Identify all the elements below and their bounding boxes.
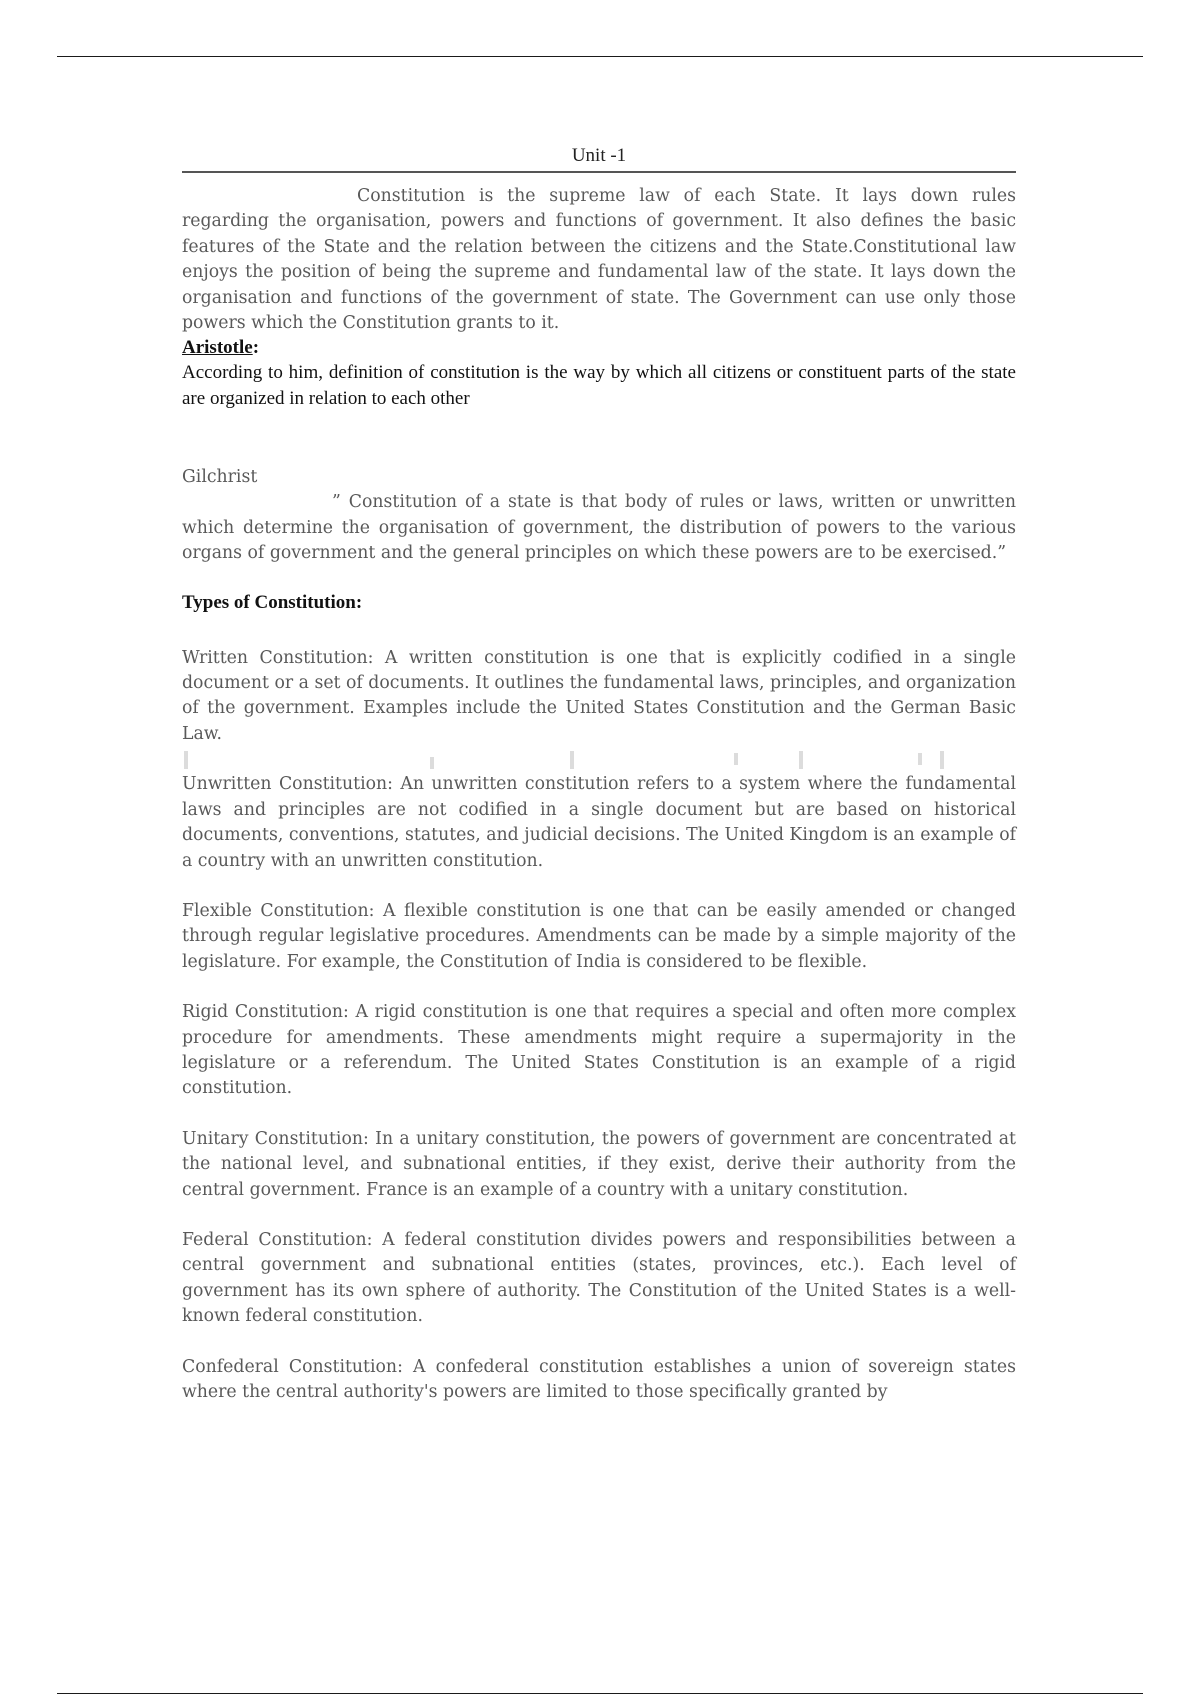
type-unwritten: Unwritten Constitution: An unwritten constitution refers to a system where the fundamental laws and principles are not codified in a single document but are based on historical documents, conventions, statutes, and judicial decisions. The United Kingdom is an example of a country with an unwritten constitution.	[182, 774, 1016, 871]
aristotle-name: Aristotle	[182, 337, 253, 359]
type-confederal: Confederal Constitution: A confederal constitution establishes a union of sovereign states where the central authority's powers are limited to those specifically granted by	[182, 1356, 1016, 1402]
gilchrist-label: Gilchrist	[182, 467, 258, 488]
aristotle-definition: According to him, definition of constitution is the way by which all citizens or constituent parts of the state are organized in relation to each other	[182, 362, 1016, 410]
aristotle-label	[182, 336, 1016, 360]
type-flexible: Flexible Constitution: A flexible constitution is one that can be easily amended or changed through regular legislative procedures. Amendments can be made by a simple majority of the legislature. For example, the Constitution of India is considered to be flexible.	[182, 900, 1016, 972]
top-rule	[57, 56, 1143, 57]
page-content	[182, 144, 1016, 1405]
types-heading: Types of Constitution:	[182, 591, 363, 613]
aristotle-colon: :	[252, 337, 260, 359]
unit-title: Unit -1	[182, 144, 1016, 173]
type-rigid: Rigid Constitution: A rigid constitution is one that requires a special and often more complex procedure for amendments. These amendments might require a supermajority in the legislature or a referendum. The United States Constitution is an example of a rigid constitution.	[182, 1002, 1016, 1099]
intro-paragraph: Constitution is the supreme law of each State. It lays down rules regarding the organisation, powers and functions of government. It also defines the basic features of the State and the relation between the citizens and the State.Constitutional law enjoys the position of being the supreme and fundamental law of the state. It lays down the organisation and functions of the government of state. The Government can use only those powers which the Constitution grants to it.	[182, 186, 1016, 334]
type-unitary: Unitary Constitution: In a unitary constitution, the powers of government are concentrated at the national level, and subnational entities, if they exist, derive their authority from the central government. France is an example of a country with a unitary constitution.	[182, 1128, 1016, 1200]
type-federal: Federal Constitution: A federal constitution divides powers and responsibilities between a central government and subnational entities (states, provinces, etc.). Each level of government has its own sphere of authority. The Constitution of the United States is a well-known federal constitution.	[182, 1229, 1016, 1327]
bottom-rule	[57, 1693, 1143, 1694]
gilchrist-quote: ” Constitution of a state is that body of rules or laws, written or unwritten which determine the organisation of government, the distribution of powers to the various organs of government and the general principles on which these powers are to be exercised.”	[182, 492, 1016, 564]
scan-artifacts	[182, 747, 1016, 775]
type-written: Written Constitution: A written constitution is one that is explicitly codified in a single document or a set of documents. It outlines the fundamental laws, principles, and organization of the government. Examples include the United States Constitution and the German Basic Law.	[182, 647, 1016, 744]
